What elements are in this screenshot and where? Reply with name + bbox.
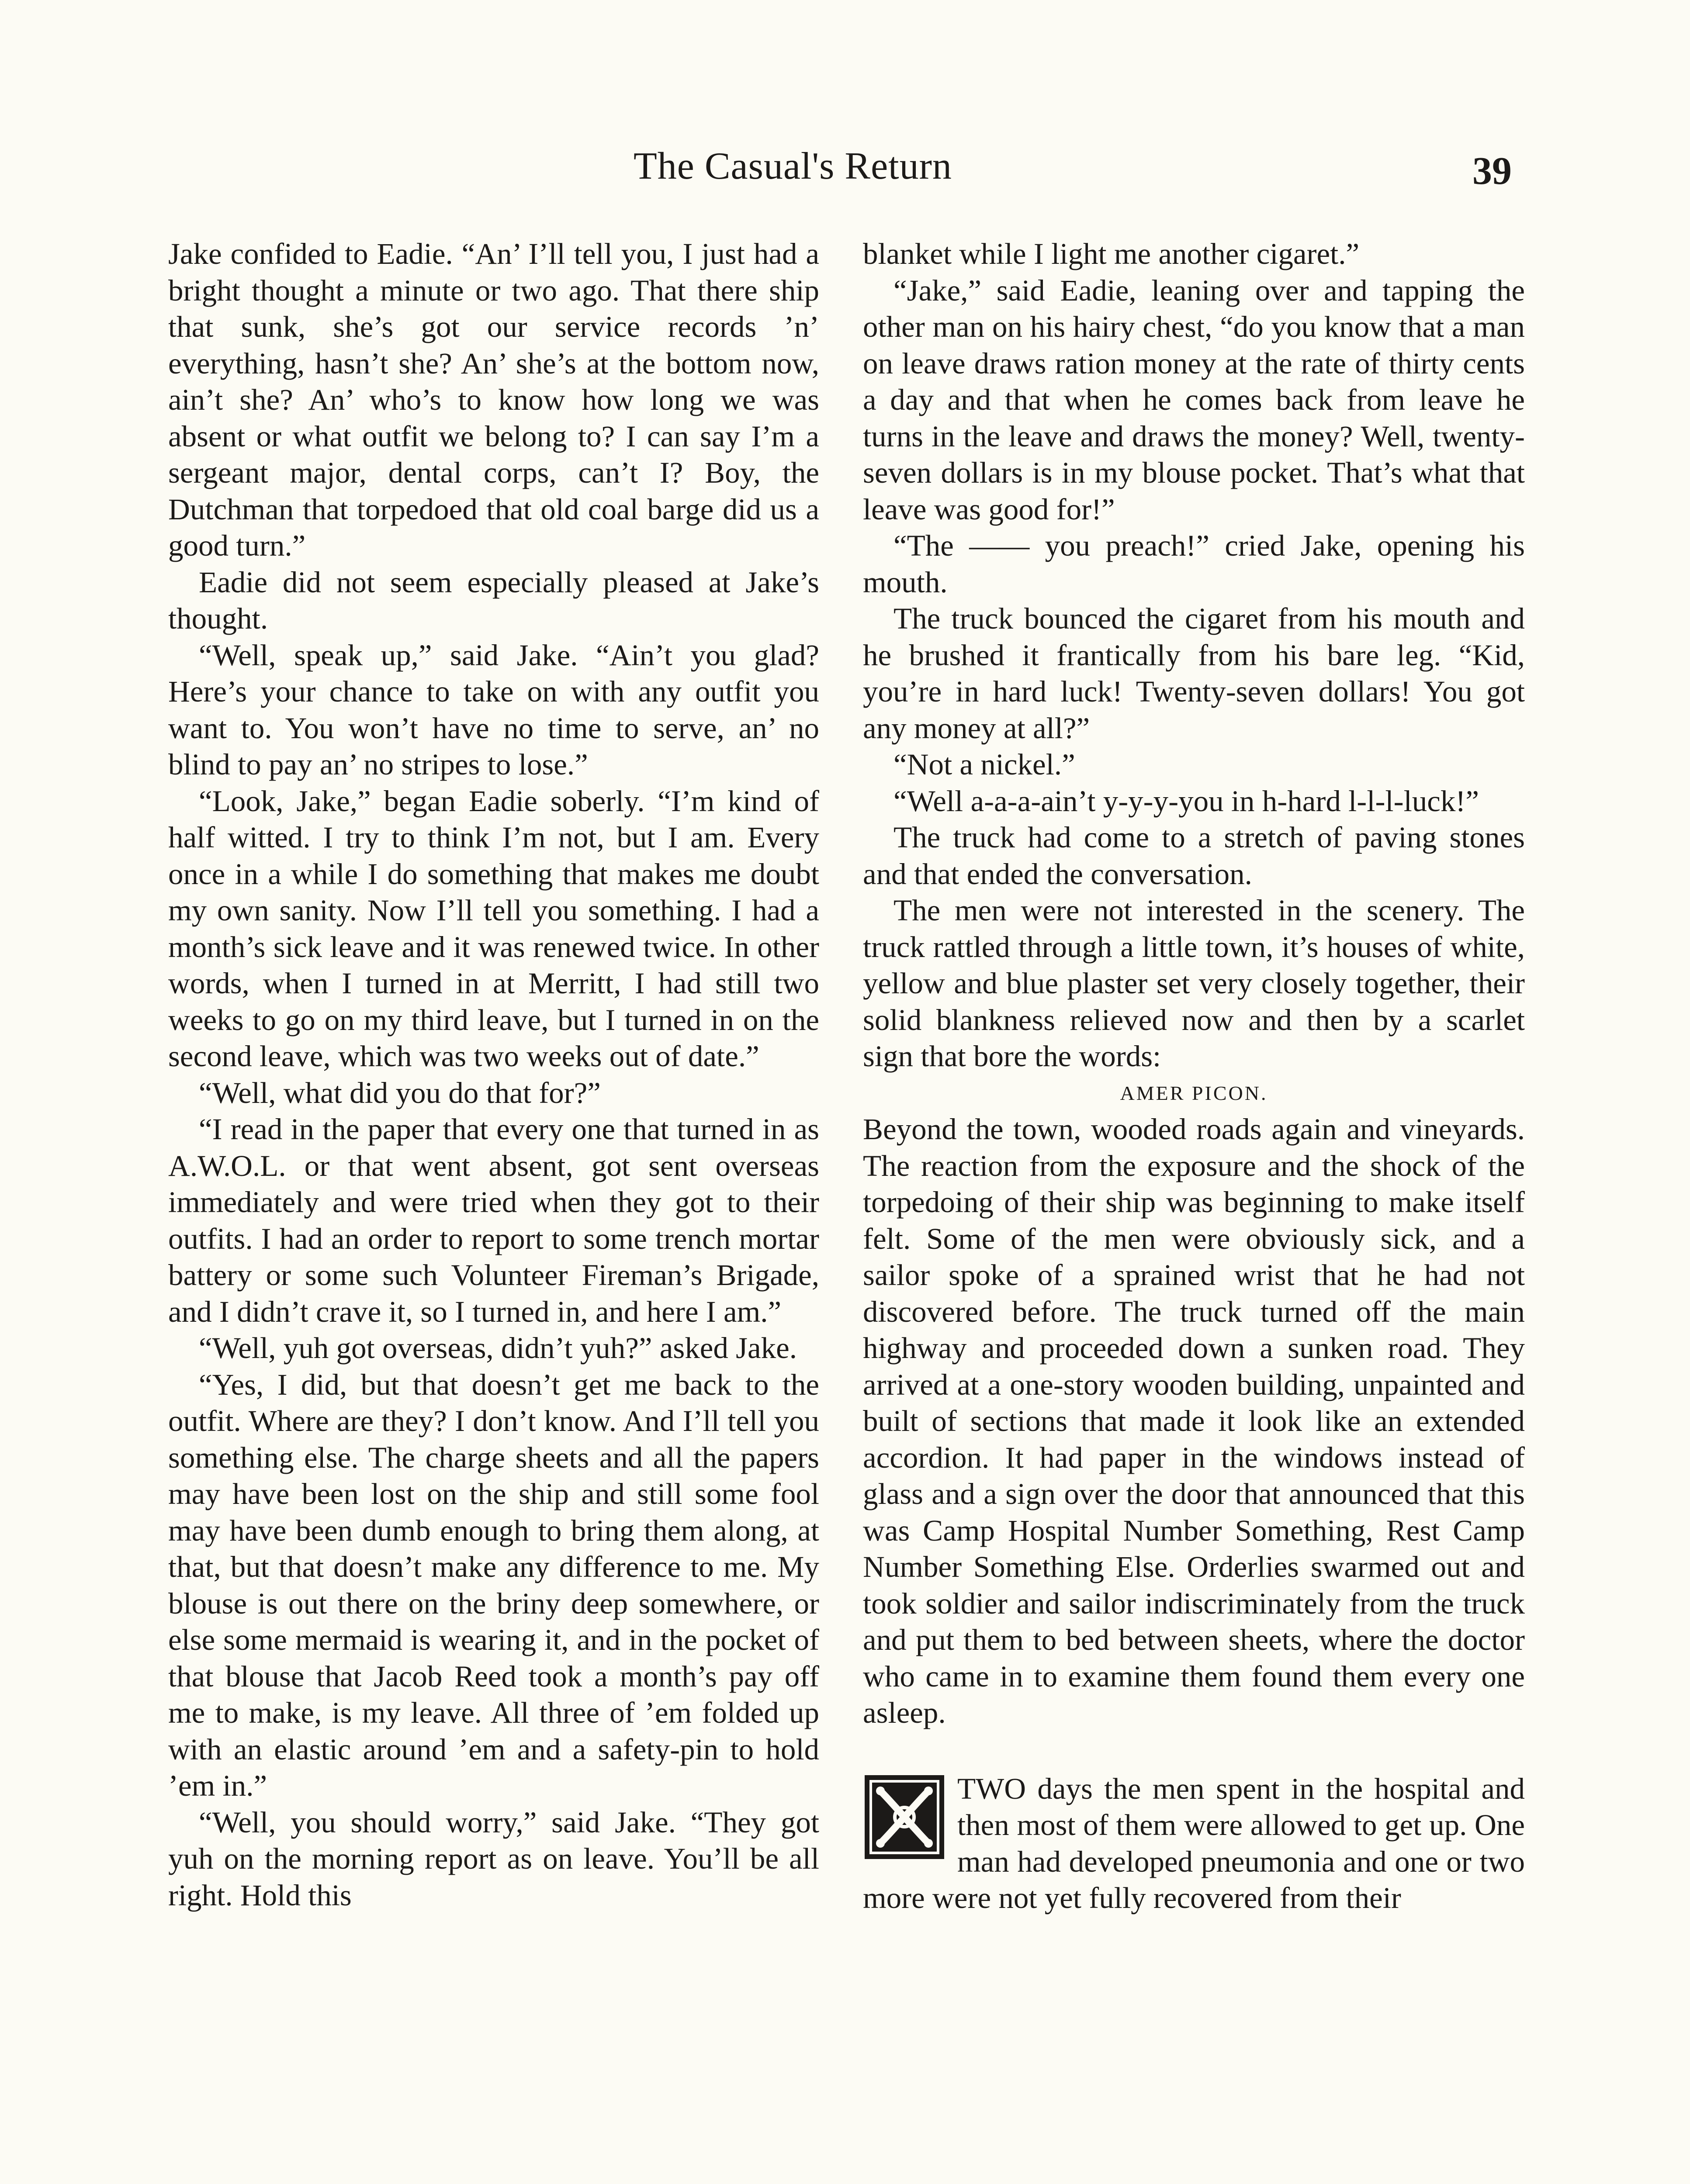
paragraph: “I read in the paper that every one that turned in as A.W.O.L. or that went absent, got sent overseas immediately and were tried when they got to their outfits. I had an order to report to some trench mortar battery or some such Volunteer Fireman’s Brigade, and I didn’t crave it, so I turned in, and here I am.” (168, 1113, 819, 1328)
paragraph: Jake confided to Eadie. “An’ I’ll tell you, I just had a bright thought a minute or two ago. That there ship that sunk, she’s got our service records ’n’ everything, hasn’t she? An’ she’s at the bottom now, ain’t she? An’ who’s to know how long we was absent or what outfit we belong to? I can say I’m a sergeant major, dental corps, can’t I? Boy, the Dutchman that torpedoed that old coal barge did us a good turn.” (168, 237, 819, 562)
paragraph: “Well, you should worry,” said Jake. “They got yuh on the morning report as on leave. You’ll be all right. Hold this (168, 1805, 819, 1912)
paragraph: “Not a nickel.” (893, 748, 1075, 781)
paragraph: “Jake,” said Eadie, leaning over and tapping the other man on his hairy chest, “do you know that a man on leave draws ration money at the rate of thirty cents a day and that when he comes back from leave he turns in the leave and draws the money? Well, twenty-seven dollars is in my blouse pocket. That’s what that leave was good for!” (863, 273, 1525, 526)
running-title: The Casual's Return (634, 145, 952, 187)
paragraph: “Well, speak up,” said Jake. “Ain’t you glad? Here’s your chance to take on with any outfit you want to. You won’t have no time to serve, an’ no blind to pay an’ no stripes to lose.” (168, 638, 819, 781)
sign-text: AMER PICON. (1120, 1082, 1268, 1104)
page-number: 39 (1472, 149, 1512, 193)
paragraph: “Well, yuh got overseas, didn’t yuh?” asked Jake. (199, 1331, 797, 1365)
paragraph: Beyond the town, wooded roads again and vineyards. The reaction from the exposure and the shock of the torpedoing of their ship was beginning to make itself felt. Some of the men were obviously sick, and a sailor spoke of a sprained wrist that he had not discovered before. The truck turned off the main highway and proceeded down a sunken road. They arrived at a one-story wooden building, unpainted and built of sections that made it look like an extended accordion. It had paper in the windows instead of glass and a sign over the door that announced that this was Camp Hospital Number Something, Rest Camp Number Something Else. Orderlies swarmed out and took soldier and sailor indiscriminately from the truck and put them to bed between sheets, where the doctor who came in to examine them found them every one asleep. (863, 1113, 1525, 1729)
paragraph: Eadie did not seem especially pleased at Jake’s thought. (168, 565, 819, 635)
ornamental-initial-icon (863, 1773, 946, 1861)
paragraph: blanket while I light me another cigaret.” (863, 237, 1360, 270)
final-paragraph-text: TWO days the men spent in the hospital and then most of them were allowed to get up. One man had developed pneumonia and one or two more were not yet fully recovered from their (863, 1772, 1525, 1914)
paragraph: “Look, Jake,” began Eadie soberly. “I’m kind of half witted. I try to think I’m not, but I am. Every once in a while I do something that makes me doubt my own sanity. Now I’ll tell you something. I had a month’s sick leave and it was renewed twice. In other words, when I turned in at Merritt, I had still two weeks to go on my third leave, but I turned in on the second leave, which was two weeks out of date.” (168, 784, 819, 1073)
drop-cap-paragraph (863, 1771, 1525, 1917)
right-column (863, 236, 1525, 1917)
paragraph: The truck bounced the cigaret from his mouth and he brushed it frantically from his bare leg. “Kid, you’re in hard luck! Twenty-seven dollars! You got any money at all?” (863, 602, 1525, 745)
paragraph: “Well a-a-a-ain’t y-y-y-you in h-hard l-l-l-luck!” (893, 784, 1479, 818)
paragraph: “Yes, I did, but that doesn’t get me back to the outfit. Where are they? I don’t know. And I’ll tell you something else. The charge sheets and all the papers may have been lost on the ship and still some fool may have been dumb enough to bring them along, at that, but that doesn’t make any difference to me. My blouse is out there on the briny deep somewhere, or else some mermaid is wearing it, and in the pocket of that blouse that Jacob Reed took a month’s pay off me to make, is my leave. All three of ’em folded up with an elastic around ’em and a safety-pin to hold ’em in.” (168, 1368, 819, 1802)
section-break (863, 1731, 1525, 1771)
paragraph: “The —— you preach!” cried Jake, opening his mouth. (863, 529, 1525, 599)
paragraph: The truck had come to a stretch of paving stones and that ended the conversation. (863, 821, 1525, 891)
paragraph: “Well, what did you do that for?” (199, 1076, 601, 1109)
left-column (168, 236, 819, 1914)
paragraph: The men were not interested in the scenery. The truck rattled through a little town, it’s houses of white, yellow and blue plaster set very closely together, their solid blankness relieved now and then by a scarlet sign that bore the words: (863, 894, 1525, 1073)
